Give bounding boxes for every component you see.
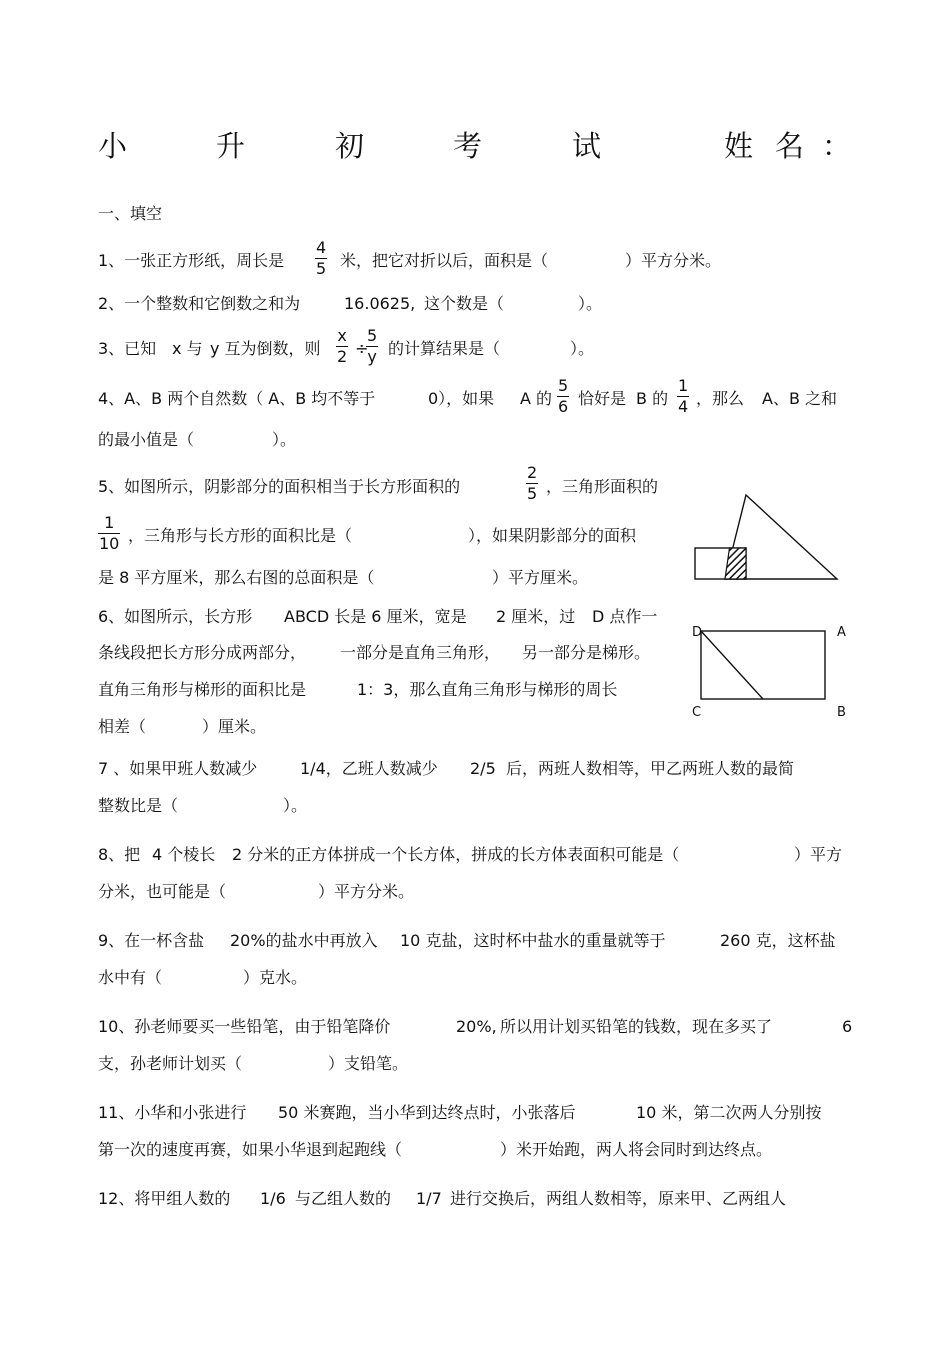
q3-text-a: 3、已知: [98, 339, 157, 358]
q3-f2-num: 5: [367, 326, 378, 345]
q4-text-f: ，那么: [696, 389, 745, 408]
q3-fraction-1: [336, 328, 348, 365]
q11-line2-b: ）米开始跑，两人将会同时到达终点。: [500, 1140, 773, 1159]
section-heading: 一、填空: [98, 204, 163, 223]
q12-text-b: 1/6: [260, 1189, 286, 1208]
q4-text-c: A 的: [520, 389, 553, 408]
label-a: A: [837, 625, 846, 640]
q7-line2-a: 整数比是（: [98, 796, 179, 815]
q1-text-b: 米，把它对折以后，面积是（: [340, 251, 549, 270]
q6-line4-b: ）厘米。: [202, 717, 267, 736]
q9-line2-b: ）克水。: [243, 968, 308, 987]
q9-text-b: 20%的盐水中再放入: [230, 931, 378, 950]
q4-fraction-1: [557, 378, 569, 415]
q7-text-b: 1/4，乙班人数减少: [300, 759, 438, 778]
q8-text-d: ）平方: [794, 845, 843, 864]
q5-fraction-2: [98, 515, 120, 552]
q3-text-e: ）。: [570, 339, 595, 358]
title-char: ：: [822, 129, 852, 163]
q5-f2-den: 10: [99, 534, 120, 553]
q12-text-d: 1/7: [416, 1189, 442, 1208]
q4-f2-num: 1: [678, 376, 689, 395]
q11-text-c: 10 米，第二次两人分别按: [636, 1103, 822, 1122]
title-char: 考: [453, 129, 483, 163]
q6-rectangle-figure: [690, 620, 840, 710]
q3-text-b: x 与: [172, 339, 203, 358]
label-d: D: [692, 625, 703, 640]
q8-line2-b: ）平方分米。: [318, 882, 415, 901]
q2-text-a: 2、一个整数和它倒数之和为: [98, 294, 301, 313]
q4-f1-den: 6: [558, 397, 569, 416]
q2-text-b: 16.0625,: [344, 294, 416, 313]
q4-f2-den: 4: [678, 397, 689, 416]
title-char: 小: [98, 129, 128, 163]
q3-text-d: 的计算结果是（: [388, 339, 501, 358]
shaded-region: [725, 548, 746, 579]
q12-text-a: 12、将甲组人数的: [98, 1189, 231, 1208]
q10-line2-a: 支，孙老师计划买（: [98, 1054, 243, 1073]
q6-line1-c: 2 厘米，过: [496, 607, 576, 626]
title-char: 升: [216, 129, 246, 163]
q11-text-a: 11、小华和小张进行: [98, 1103, 247, 1122]
q8-text-c: 2 分米的正方体拼成一个长方体，拼成的长方体表面积可能是（: [232, 845, 680, 864]
q4-line2-b: ）。: [272, 430, 297, 449]
q4-text-a: 4、A、B 两个自然数（ A、B 均不等于: [98, 389, 376, 408]
q12-text-c: 与乙组人数的: [295, 1189, 392, 1208]
q1-text-a: 1、一张正方形纸，周长是: [98, 251, 285, 270]
q6-line1-b: ABCD 长是 6 厘米，宽是: [284, 607, 467, 626]
diagonal-segment: [701, 631, 763, 699]
q1-frac-den: 5: [316, 259, 327, 278]
q8-text-a: 8、把: [98, 845, 141, 864]
q9-text-c: 10 克盐，这时杯中盐水的重量就等于: [400, 931, 666, 950]
q6-line3-b: 1：3，那么直角三角形与梯形的周长: [357, 680, 618, 699]
q5-text-f: ）平方厘米。: [492, 568, 589, 587]
q11-line2-a: 第一次的速度再赛，如果小华退到起跑线（: [98, 1140, 403, 1159]
q4-text-d: 恰好是: [578, 389, 627, 408]
q5-fraction-1: [526, 465, 538, 502]
q3-f1-den: 2: [337, 347, 348, 366]
q4-text-g: A、B 之和: [762, 389, 838, 408]
q2-text-d: ）。: [578, 294, 603, 313]
q5-f1-num: 2: [527, 463, 538, 482]
title-char: 初: [335, 129, 365, 163]
q3-f2-den: y: [367, 347, 377, 366]
q4-line2-a: 的最小值是（: [98, 430, 195, 449]
q5-text-c: ，三角形与长方形的面积比是（: [128, 526, 353, 545]
q6-line2-a: 条线段把长方形分成两部分，: [98, 643, 307, 662]
label-b: B: [837, 705, 846, 720]
q6-line2-b: 一部分是直角三角形，: [340, 643, 501, 662]
q10-text-d: 6: [842, 1017, 853, 1036]
q7-text-d: 后，两班人数相等，甲乙两班人数的最简: [506, 759, 795, 778]
q3-f1-num: x: [337, 326, 347, 345]
q1-text-c: ）平方分米。: [625, 251, 722, 270]
q8-line2-a: 分米，也可能是（: [98, 882, 227, 901]
q5-f1-den: 5: [527, 484, 538, 503]
q2-text-c: 这个数是（: [424, 294, 505, 313]
title-char: 姓: [724, 129, 754, 163]
q4-fraction-2: [677, 378, 689, 415]
q6-line2-c: 另一部分是梯形。: [522, 643, 651, 662]
q9-text-a: 9、在一杯含盐: [98, 931, 205, 950]
q5-text-e: 是 8 平方厘米，那么右图的总面积是（: [98, 568, 375, 587]
q4-text-b: 0），如果: [428, 389, 495, 408]
rectangle-abcd: [701, 631, 825, 699]
q3-fraction-2: [366, 328, 378, 365]
q6-line4-a: 相差（: [98, 717, 147, 736]
q11-text-b: 50 米赛跑，当小华到达终点时，小张落后: [278, 1103, 576, 1122]
q1-fraction: [315, 240, 327, 277]
q5-text-b: ，三角形面积的: [546, 477, 659, 496]
q8-text-b: 4 个棱长: [152, 845, 216, 864]
q1-frac-num: 4: [316, 238, 327, 257]
q3-text-c: y 互为倒数，则: [210, 339, 321, 358]
q10-text-a: 10、孙老师要买一些铅笔，由于铅笔降价: [98, 1017, 391, 1036]
q5-triangle-figure: [690, 490, 842, 586]
q7-line2-b: ）。: [283, 796, 308, 815]
q3-divide-sign: ÷: [355, 339, 369, 358]
q10-line2-b: ）支铅笔。: [328, 1054, 409, 1073]
q10-text-b: 20%,: [456, 1017, 497, 1036]
q6-line1-d: D 点作一: [592, 607, 658, 626]
q9-text-d: 260 克，这杯盐: [720, 931, 836, 950]
q10-text-c: 所以用计划买铅笔的钱数，现在多买了: [500, 1017, 773, 1036]
q5-text-a: 5、如图所示，阴影部分的面积相当于长方形面积的: [98, 477, 461, 496]
q7-text-c: 2/5: [470, 759, 496, 778]
q7-text-a: 7 、如果甲班人数减少: [98, 759, 258, 778]
title-char: 试: [572, 129, 602, 163]
q4-f1-num: 5: [558, 376, 569, 395]
q5-text-d: ），如果阴影部分的面积: [468, 526, 637, 545]
q9-line2-a: 水中有（: [98, 968, 163, 987]
title-char: 名: [775, 129, 805, 163]
q6-line1-a: 6、如图所示，长方形: [98, 607, 253, 626]
q6-line3-a: 直角三角形与梯形的面积比是: [98, 680, 307, 699]
q12-text-e: 进行交换后，两组人数相等，原来甲、乙两组人: [450, 1189, 787, 1208]
label-c: C: [692, 705, 702, 720]
q5-f2-num: 1: [104, 513, 115, 532]
q4-text-e: B 的: [636, 389, 669, 408]
